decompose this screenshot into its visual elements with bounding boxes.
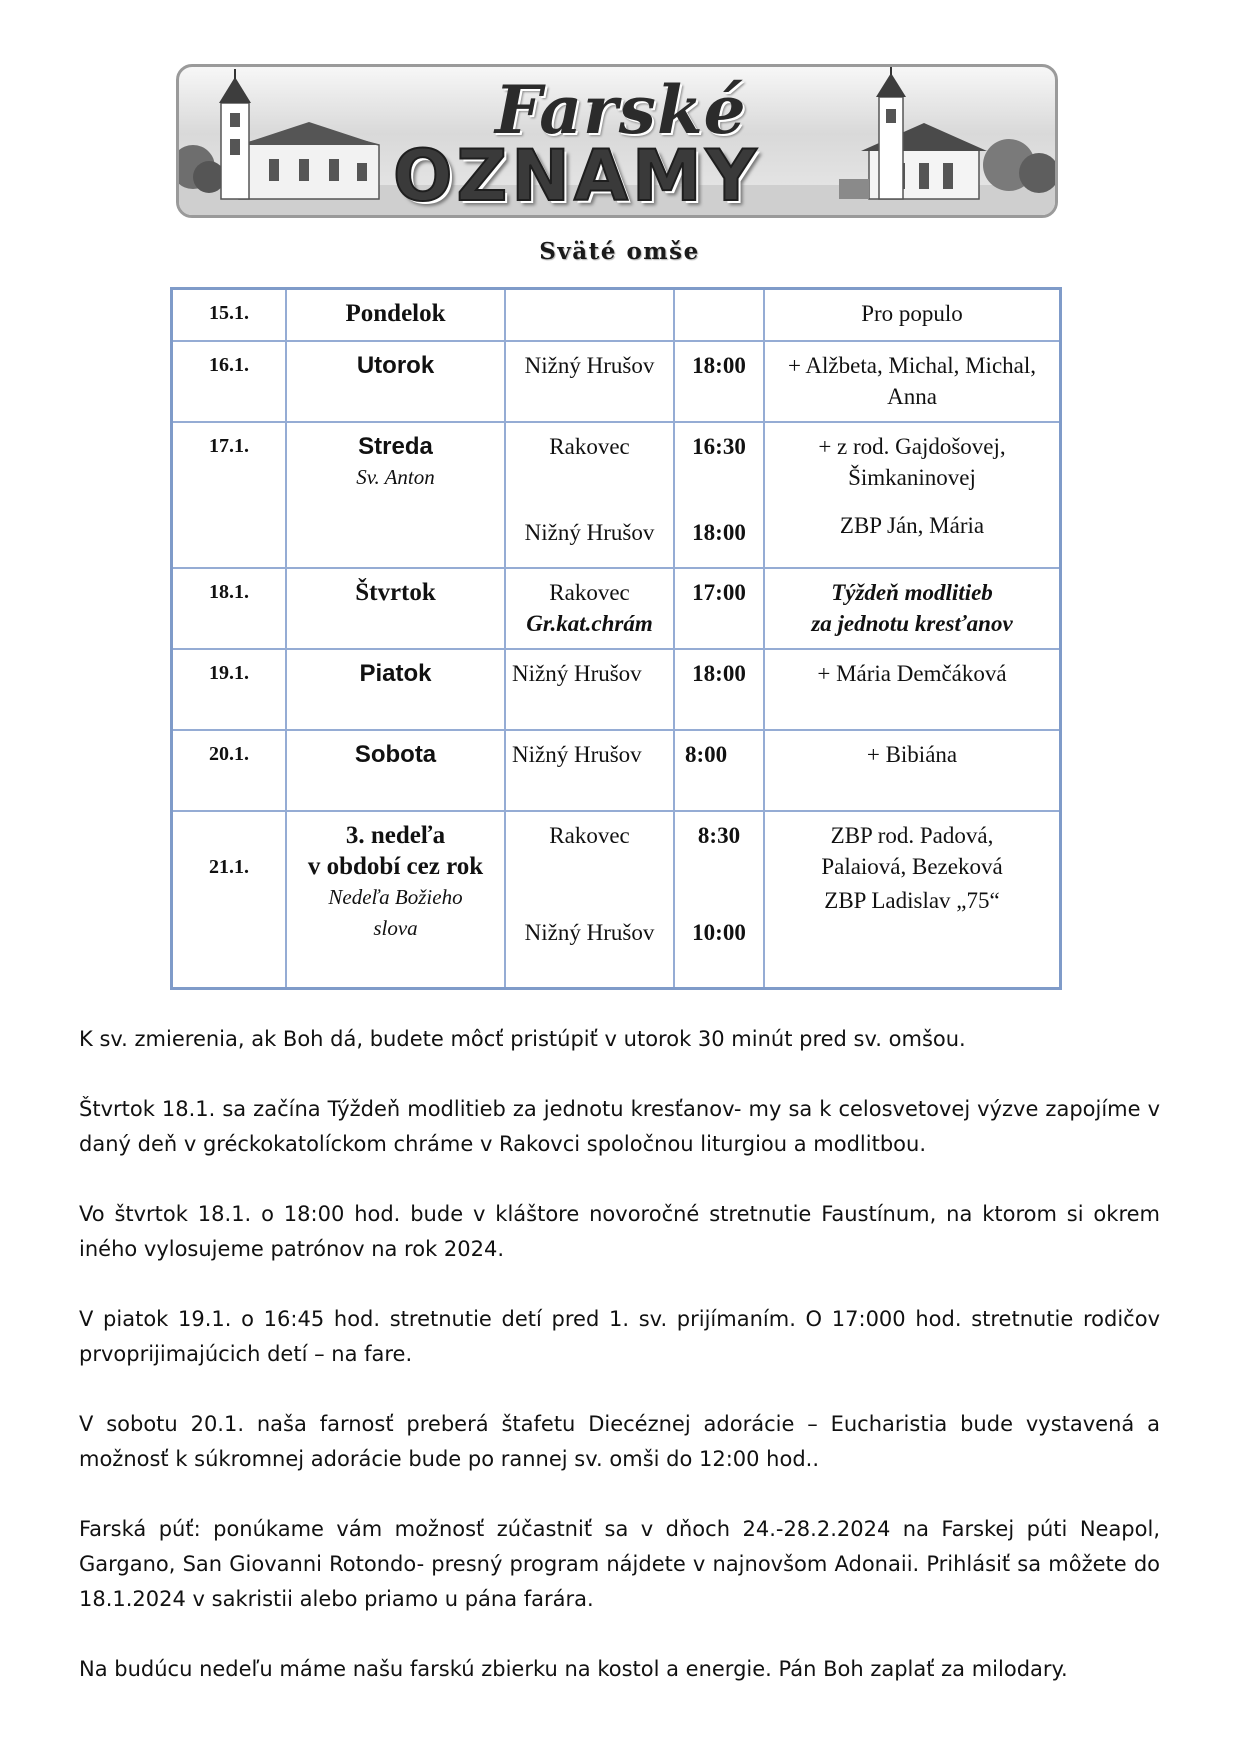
place-name: Rakovec xyxy=(549,822,630,848)
mass-intention: + z rod. Gajdošovej, Šimkaninovej xyxy=(818,433,1006,490)
day-name: Utorok xyxy=(356,351,435,379)
place-cell: Nižný Hrušov xyxy=(505,730,674,811)
banner-title-script: Farské xyxy=(495,71,747,149)
time-cell: 8:00 xyxy=(674,730,764,811)
place-name: Nižný Hrušov xyxy=(524,919,655,945)
time-cell: 17:00 xyxy=(674,568,764,649)
time-cell xyxy=(674,422,764,568)
day-cell xyxy=(286,341,505,422)
table-row xyxy=(172,341,1061,422)
date-cell: 19.1. xyxy=(172,649,287,730)
mass-schedule-table xyxy=(170,287,1062,990)
mass-time: 16:30 xyxy=(692,433,746,459)
place-note: Gr.kat.chrám xyxy=(526,610,653,636)
place-cell: Nižný Hrušov xyxy=(505,341,674,422)
table-row xyxy=(172,289,1061,341)
banner-title-block: OZNAMY xyxy=(393,135,761,217)
table-row xyxy=(172,649,1061,730)
time-cell: 18:00 xyxy=(674,341,764,422)
intention-cell: + Bibiána xyxy=(764,730,1061,811)
place-name: Nižný Hrušov xyxy=(524,519,655,545)
place-cell xyxy=(505,811,674,989)
time-cell: 18:00 xyxy=(674,649,764,730)
announcement-paragraph: Farská púť: ponúkame vám možnosť zúčastniť sa v dňoch 24.-28.2.2024 na Farskej púti Neapol, Gargano, San Giovanni Rotondo- presný program nájdete v najnovšom Adonaii. Prihlásiť sa môžete do 18.1.2024 v sakristii alebo priamo u pána farára. xyxy=(79,1517,1160,1611)
place-cell xyxy=(505,568,674,649)
intention-line: Týždeň modlitieb xyxy=(831,579,993,605)
intention-cell xyxy=(764,811,1061,989)
place-cell xyxy=(505,289,674,341)
day-cell xyxy=(286,422,505,568)
place-cell: Nižný Hrušov xyxy=(505,649,674,730)
announcement-paragraph: K sv. zmierenia, ak Boh dá, budete môcť pristúpiť v utorok 30 minút pred sv. omšou. xyxy=(79,1027,966,1051)
mass-intention: ZBP Ján, Mária xyxy=(839,512,985,538)
day-name: Sobota xyxy=(354,740,437,768)
mass-time: 18:00 xyxy=(692,519,746,545)
day-name-line2: v období cez rok xyxy=(307,852,484,880)
table-row xyxy=(172,568,1061,649)
announcement-paragraph: Na budúcu nedeľu máme našu farskú zbierku na kostol a energie. Pán Boh zaplať za milodary. xyxy=(79,1657,1068,1681)
day-name: Štvrtok xyxy=(355,578,436,606)
announcement-paragraph: V sobotu 20.1. naša farnosť preberá štafetu Diecéznej adorácie – Eucharistia bude vystavená a možnosť k súkromnej adorácie bude po rannej sv. omši do 12:00 hod.. xyxy=(79,1412,1160,1471)
announcement-paragraph: Vo štvrtok 18.1. o 18:00 hod. bude v kláštore novoročné stretnutie Faustínum, na ktorom si okrem iného vylosujeme patrónov na rok 2024. xyxy=(79,1202,1160,1261)
day-name: 3. nedeľa xyxy=(345,821,446,849)
intention-cell xyxy=(764,568,1061,649)
time-cell xyxy=(674,289,764,341)
intention-cell xyxy=(764,422,1061,568)
day-cell xyxy=(286,289,505,341)
header-banner xyxy=(176,64,1058,218)
place-name: Rakovec xyxy=(549,433,630,459)
date-cell: 17.1. xyxy=(172,422,287,568)
date-cell: 15.1. xyxy=(172,289,287,341)
table-row xyxy=(172,422,1061,568)
intention-line: za jednotu kresťanov xyxy=(811,610,1013,636)
mass-intention: ZBP Ladislav „75“ xyxy=(824,887,1000,913)
day-name: Pondelok xyxy=(345,300,446,327)
date-cell: 21.1. xyxy=(172,811,287,989)
time-cell xyxy=(674,811,764,989)
announcements xyxy=(79,1022,1160,1722)
intention-cell: + Alžbeta, Michal, Michal, Anna xyxy=(764,341,1061,422)
place-cell xyxy=(505,422,674,568)
announcement-paragraph: Štvrtok 18.1. sa začína Týždeň modlitieb za jednotu kresťanov- my sa k celosvetovej výzve zapojíme v daný deň v gréckokatolíckom chráme v Rakovci spoločnou liturgiou a modlitbou. xyxy=(79,1097,1160,1156)
day-name: Streda xyxy=(358,432,433,460)
date-cell: 20.1. xyxy=(172,730,287,811)
date-cell: 18.1. xyxy=(172,568,287,649)
feast-subtitle: Sv. Anton xyxy=(356,464,435,489)
mass-time: 10:00 xyxy=(692,919,746,945)
intention-cell: + Mária Demčáková xyxy=(764,649,1061,730)
day-name: Piatok xyxy=(359,659,432,687)
day-cell xyxy=(286,730,505,811)
announcement-paragraph: V piatok 19.1. o 16:45 hod. stretnutie detí pred 1. sv. prijímaním. O 17:000 hod. stretnutie rodičov prvoprijimajúcich detí – na fare. xyxy=(79,1307,1160,1366)
mass-time: 8:30 xyxy=(697,822,741,848)
place-name: Rakovec xyxy=(549,579,630,605)
date-cell: 16.1. xyxy=(172,341,287,422)
mass-intention: ZBP rod. Padová, Palaiová, Bezeková xyxy=(821,822,1003,879)
table-row xyxy=(172,811,1061,989)
day-cell xyxy=(286,811,505,989)
table-row xyxy=(172,730,1061,811)
section-title: Sväté omše xyxy=(539,238,700,265)
intention-cell: Pro populo xyxy=(764,289,1061,341)
feast-subtitle: Nedeľa Božieho slova xyxy=(328,884,463,940)
day-cell xyxy=(286,649,505,730)
day-cell xyxy=(286,568,505,649)
